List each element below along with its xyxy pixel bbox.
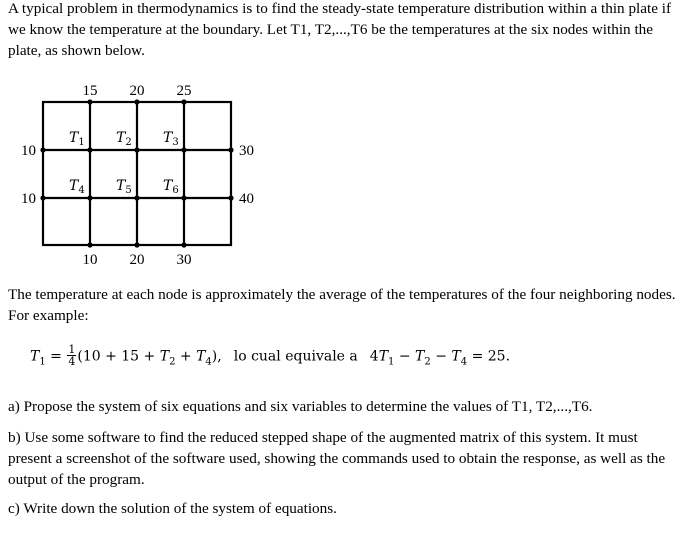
right-label-2: 40 bbox=[239, 191, 254, 207]
interior-node-3 bbox=[181, 147, 186, 152]
top-label-1: 15 bbox=[82, 83, 98, 99]
node-label-t3: $T_3$ bbox=[163, 130, 179, 148]
left-label-1: 10 bbox=[21, 143, 36, 159]
boundary-node-bottom-2 bbox=[134, 242, 139, 247]
left-label-2: 10 bbox=[21, 191, 36, 207]
bottom-label-2: 20 bbox=[129, 252, 145, 268]
question-c: c) Write down the solution of the system of equations. bbox=[8, 500, 337, 517]
boundary-node-top-2 bbox=[134, 99, 139, 104]
interior-node-1 bbox=[87, 147, 92, 152]
eq-lhs-sub: 1 bbox=[39, 356, 46, 368]
right-label-1: 30 bbox=[239, 143, 254, 159]
boundary-node-left-1 bbox=[40, 147, 45, 152]
node-label-t5: $T_5$ bbox=[116, 178, 132, 196]
node-label-t4: $T_4$ bbox=[69, 178, 85, 196]
node-label-t6: $T_6$ bbox=[163, 178, 179, 196]
average-paragraph: The temperature at each node is approximately the average of the temperatures of the four neighboring nodes. For example: bbox=[8, 286, 676, 324]
question-b: b) Use some software to find the reduced stepped shape of the augmented matrix of this system. It must present a screenshot of the software used, showing the commands used to obtain the response, as well as the output of the program. bbox=[8, 429, 666, 488]
boundary-node-right-1 bbox=[228, 147, 233, 152]
interior-node-5 bbox=[134, 195, 139, 200]
boundary-node-right-2 bbox=[228, 195, 233, 200]
eq-fraction: $\frac{1}{4}$ bbox=[68, 343, 76, 368]
example-equation: $T_1$ = $\frac{1}{4}$ $(10 + 15 + T_2 + T_4)$, lo cual equivale a $4T_1 - T_2 - T_4 = 25$. bbox=[30, 343, 511, 368]
top-label-3: 25 bbox=[176, 83, 192, 99]
boundary-node-bottom-3 bbox=[181, 242, 186, 247]
eq-rhs-close: ), bbox=[211, 348, 222, 365]
node-label-t1: $T_1$ bbox=[69, 130, 85, 148]
interior-node-2 bbox=[134, 147, 139, 152]
plate-grid-diagram bbox=[0, 75, 694, 275]
question-a: a) Propose the system of six equations and six variables to determine the values of T1, T2,...,T6. bbox=[8, 398, 593, 415]
plate-grid-lines bbox=[43, 102, 231, 245]
boundary-node-left-2 bbox=[40, 195, 45, 200]
boundary-node-top-1 bbox=[87, 99, 92, 104]
interior-node-6 bbox=[181, 195, 186, 200]
interior-node-4 bbox=[87, 195, 92, 200]
boundary-node-top-3 bbox=[181, 99, 186, 104]
eq-equals: = bbox=[45, 348, 67, 365]
eq-equivalence-text: lo cual equivale a bbox=[233, 348, 358, 365]
top-label-2: 20 bbox=[129, 83, 145, 99]
boundary-node-bottom-1 bbox=[87, 242, 92, 247]
bottom-label-3: 30 bbox=[176, 252, 192, 268]
node-label-t2: $T_2$ bbox=[116, 130, 132, 148]
eq-equiv-rhs: = 25. bbox=[467, 348, 511, 365]
eq-rhs-open: (10 + 15 + bbox=[77, 348, 160, 365]
eq-lhs-var: T bbox=[30, 348, 40, 365]
intro-paragraph: A typical problem in thermodynamics is to find the steady-state temperature distribution within a thin plate if we know the temperature at the boundary. Let T1, T2,...,T6 be the temperatures at the six nodes within the plate, as shown below. bbox=[8, 0, 672, 59]
bottom-label-1: 10 bbox=[82, 252, 98, 268]
